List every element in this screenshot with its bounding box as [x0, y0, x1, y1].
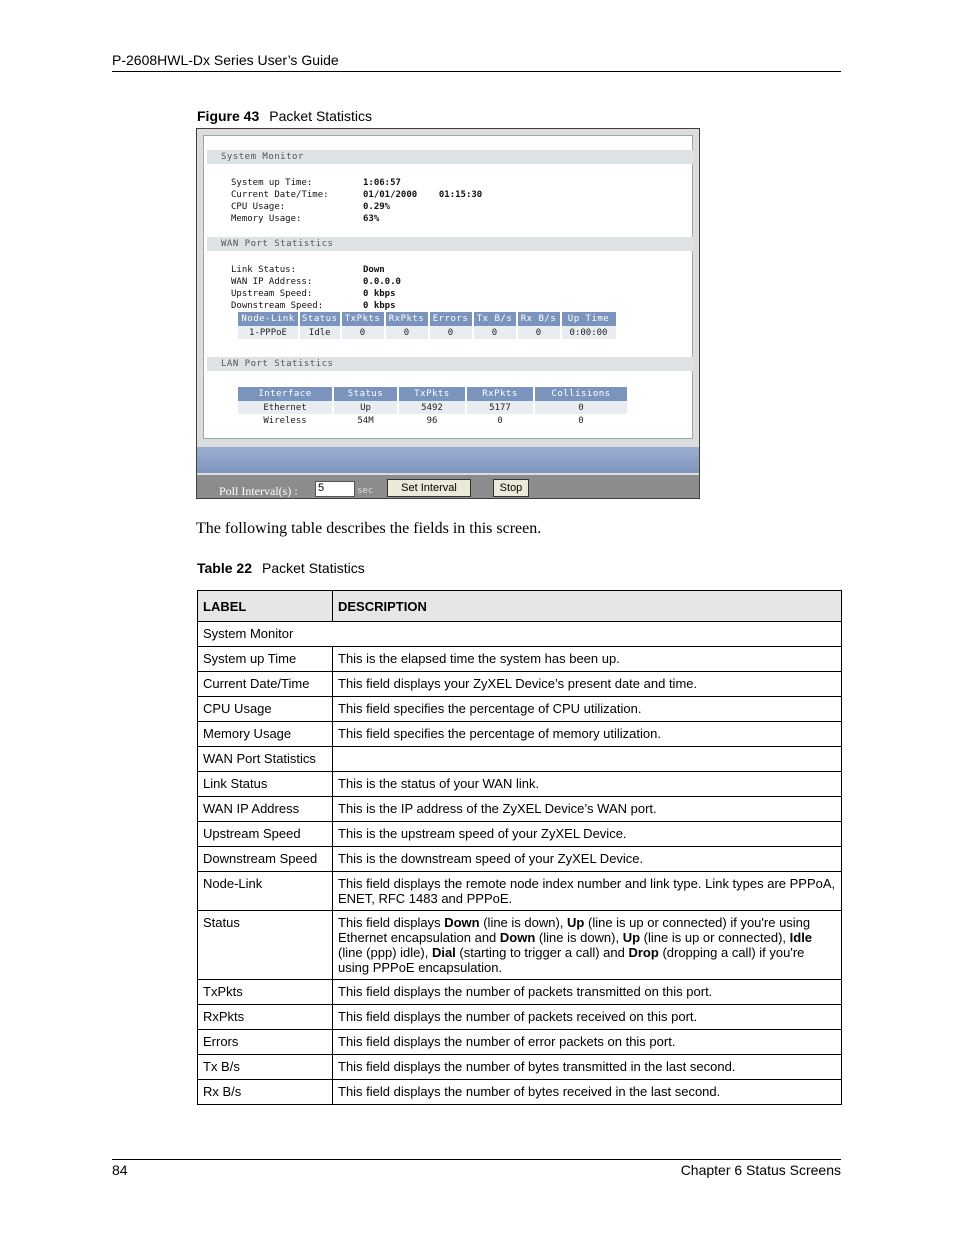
- lan-cell: 0: [578, 415, 584, 426]
- status-desc-bold: Up: [567, 915, 585, 930]
- wan-cell: 0: [386, 326, 428, 339]
- figure-title: Packet Statistics: [269, 108, 372, 124]
- row-description: This field specifies the percentage of memory utilization.: [333, 722, 842, 747]
- header-rule: [112, 71, 841, 72]
- row-label: WAN Port Statistics: [198, 747, 333, 772]
- sm-value: 63%: [363, 214, 380, 224]
- table-row: [238, 326, 616, 339]
- lan-col-header: TxPkts: [399, 387, 465, 401]
- figure-label: Figure 43: [197, 108, 260, 124]
- wan-key: Upstream Speed:: [231, 289, 313, 299]
- wan-port-heading: WAN Port Statistics: [207, 237, 693, 251]
- wan-cell: 0:00:00: [562, 326, 616, 339]
- row-description: [333, 747, 842, 772]
- wan-key: WAN IP Address:: [231, 277, 313, 287]
- wan-col-header: Up Time: [562, 312, 616, 326]
- lan-cell: 0: [535, 401, 627, 414]
- row-description: This is the elapsed time the system has been up.: [333, 647, 842, 672]
- wan-col-header: Status: [302, 314, 338, 324]
- figure-caption: [197, 108, 372, 124]
- table-row: [198, 772, 842, 797]
- status-desc-bold: Down: [499, 930, 536, 945]
- lan-col-header: Interface: [238, 387, 332, 401]
- table-row: [198, 722, 842, 747]
- status-desc-text: (line (ppp) idle),: [338, 945, 432, 960]
- table-row: [198, 911, 842, 980]
- row-description: This field displays the number of bytes transmitted in the last second.: [333, 1055, 842, 1080]
- table-row: [198, 872, 842, 911]
- chapter-title: Chapter 6 Status Screens: [680, 1162, 841, 1178]
- lan-cell: Wireless: [263, 415, 307, 426]
- status-desc-bold: Dial: [431, 945, 456, 960]
- row-description: This field specifies the percentage of CPU utilization.: [333, 697, 842, 722]
- sm-key: CPU Usage:: [231, 202, 286, 212]
- sm-value: 01/01/2000 01:15:30: [363, 190, 483, 200]
- table-row: [198, 1080, 842, 1105]
- sm-value: 0.29%: [363, 202, 391, 212]
- table-caption: [197, 560, 365, 576]
- row-label: Node-Link: [198, 872, 333, 911]
- wan-value: 0 kbps: [363, 289, 396, 299]
- poll-interval-input[interactable]: 5: [315, 481, 355, 497]
- row-description: This field displays the remote node index number and link type. Link types are PPPoA, ENET, RFC 1483 and PPPoE.: [333, 872, 842, 911]
- row-description-status: [333, 911, 842, 980]
- page-number: 84: [112, 1162, 128, 1178]
- status-desc-text: (line is down),: [535, 930, 623, 945]
- lan-cell: 5492: [399, 401, 465, 414]
- row-description: This is the IP address of the ZyXEL Device’s WAN port.: [333, 797, 842, 822]
- status-desc-text: (line is up or connected) if you're using Ethernet encapsulation and: [338, 915, 811, 945]
- status-desc-text: (starting to trigger a call) and: [455, 945, 629, 960]
- lan-port-heading: LAN Port Statistics: [207, 357, 693, 371]
- sm-value: 1:06:57: [363, 178, 401, 188]
- row-label: Errors: [198, 1030, 333, 1055]
- table-row: [198, 797, 842, 822]
- row-label: Tx B/s: [198, 1055, 333, 1080]
- stop-button[interactable]: Stop: [493, 479, 529, 497]
- table-header-row: [198, 591, 842, 622]
- wan-cell: 0: [430, 326, 472, 339]
- status-desc-bold: Drop: [628, 945, 659, 960]
- row-description: This is the upstream speed of your ZyXEL Device.: [333, 822, 842, 847]
- lan-col-header: RxPkts: [467, 387, 533, 401]
- wan-col-header: Node-Link: [238, 312, 298, 326]
- lan-table-header: [238, 387, 627, 401]
- row-description: This field displays the number of packets transmitted on this port.: [333, 980, 842, 1005]
- sm-key: System up Time:: [231, 178, 313, 188]
- field-description-table: [197, 590, 842, 1105]
- status-desc-bold: Idle: [789, 930, 813, 945]
- table-row: [198, 1030, 842, 1055]
- row-label: Upstream Speed: [198, 822, 333, 847]
- row-label: Memory Usage: [198, 722, 333, 747]
- lan-cell: 96: [426, 415, 438, 426]
- table-row: [198, 672, 842, 697]
- wan-value: 0.0.0.0: [363, 277, 401, 287]
- wan-cell: 1-PPPoE: [238, 326, 298, 339]
- row-description: This field displays the number of bytes received in the last second.: [333, 1080, 842, 1105]
- wan-port-table: [236, 312, 618, 339]
- table-row: [198, 847, 842, 872]
- row-description: This field displays your ZyXEL Device’s present date and time.: [333, 672, 842, 697]
- wan-value: Down: [363, 265, 385, 275]
- row-label: Link Status: [198, 772, 333, 797]
- screenshot-footer-bar: [197, 447, 699, 473]
- set-interval-button[interactable]: Set Interval: [387, 479, 471, 497]
- row-description: This is the status of your WAN link.: [333, 772, 842, 797]
- table-row: [198, 697, 842, 722]
- lan-cell: Up: [334, 401, 397, 414]
- wan-cell: 0: [342, 326, 384, 339]
- row-label: System up Time: [198, 647, 333, 672]
- row-label: TxPkts: [198, 980, 333, 1005]
- wan-table-header: [238, 312, 616, 326]
- wan-key: Downstream Speed:: [231, 301, 324, 311]
- row-label: CPU Usage: [198, 697, 333, 722]
- label-column-header: LABEL: [198, 591, 333, 622]
- lan-col-header: Status: [334, 387, 397, 401]
- status-desc-bold: Up: [622, 930, 641, 945]
- lan-port-table: [236, 387, 629, 427]
- footer-rule: [112, 1159, 841, 1160]
- table-row: [198, 747, 842, 772]
- table-row: [198, 1005, 842, 1030]
- wan-col-header: TxPkts: [342, 312, 384, 326]
- lan-cell: 5177: [467, 401, 533, 414]
- status-desc-text: (dropping a call) if you're using PPPoE encapsulation.: [338, 945, 805, 975]
- wan-key: Link Status:: [231, 265, 297, 275]
- system-monitor-heading: System Monitor: [207, 150, 693, 164]
- lan-cell: 0: [497, 415, 503, 426]
- status-desc-text: This field displays: [338, 915, 445, 930]
- row-label: Downstream Speed: [198, 847, 333, 872]
- wan-col-header: RxPkts: [386, 312, 428, 326]
- lan-cell: Ethernet: [238, 401, 332, 414]
- table-label: Table 22: [197, 560, 252, 576]
- wan-cell: 0: [474, 326, 516, 339]
- body-text: The following table describes the fields in this screen.: [196, 520, 542, 537]
- sm-key: Current Date/Time:: [231, 190, 329, 200]
- lan-col-header: Collisions: [535, 387, 627, 401]
- statistics-panel: [203, 135, 693, 439]
- row-description: This field displays the number of error packets on this port.: [333, 1030, 842, 1055]
- row-label: System Monitor: [198, 622, 842, 647]
- table-row: [198, 1055, 842, 1080]
- packet-statistics-screenshot: [196, 128, 700, 499]
- row-label: Status: [198, 911, 333, 980]
- table-row: [198, 822, 842, 847]
- wan-col-header: Tx B/s: [474, 312, 516, 326]
- table-row: [198, 647, 842, 672]
- table-row: [238, 401, 627, 414]
- row-description: This is the downstream speed of your ZyXEL Device.: [333, 847, 842, 872]
- sm-key: Memory Usage:: [231, 214, 302, 224]
- row-label: Current Date/Time: [198, 672, 333, 697]
- table-row: [238, 414, 627, 427]
- poll-interval-unit: sec: [357, 486, 374, 496]
- wan-cell: 0: [518, 326, 560, 339]
- wan-cell: Idle: [300, 326, 340, 339]
- lan-cell: 54M: [357, 415, 374, 426]
- running-header: P-2608HWL-Dx Series User’s Guide: [112, 52, 339, 68]
- row-label: RxPkts: [198, 1005, 333, 1030]
- wan-col-header: Rx B/s: [518, 312, 560, 326]
- description-column-header: DESCRIPTION: [333, 591, 842, 622]
- wan-value: 0 kbps: [363, 301, 396, 311]
- wan-col-header: Errors: [430, 312, 472, 326]
- status-desc-text: (line is up or connected),: [640, 930, 790, 945]
- table-row: [198, 622, 842, 647]
- table-row: [198, 980, 842, 1005]
- row-label: WAN IP Address: [198, 797, 333, 822]
- row-description: This field displays the number of packets received on this port.: [333, 1005, 842, 1030]
- status-desc-bold: Down: [444, 915, 480, 930]
- status-desc-text: (line is down),: [479, 915, 568, 930]
- poll-interval-label: Poll Interval(s) :: [219, 484, 298, 498]
- table-title: Packet Statistics: [262, 560, 365, 576]
- row-label: Rx B/s: [198, 1080, 333, 1105]
